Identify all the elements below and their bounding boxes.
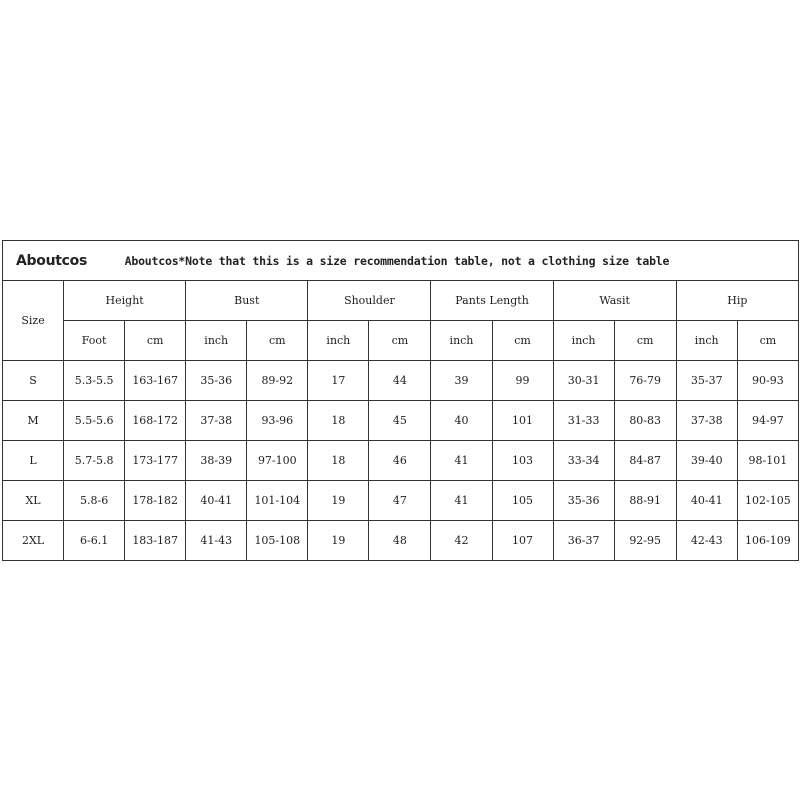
table-cell: 93-96	[247, 401, 308, 441]
table-cell: 5.5-5.6	[64, 401, 125, 441]
table-cell: 33-34	[553, 441, 614, 481]
table-cell: 84-87	[614, 441, 676, 481]
table-cell: 101	[492, 401, 553, 441]
table-cell: 76-79	[614, 361, 676, 401]
table-cell: 36-37	[553, 521, 614, 561]
unit-header: inch	[431, 321, 492, 361]
table-cell: 37-38	[676, 401, 737, 441]
table-cell: 103	[492, 441, 553, 481]
table-cell: 17	[308, 361, 369, 401]
table-cell: 89-92	[247, 361, 308, 401]
table-row	[3, 401, 799, 441]
unit-row	[3, 321, 799, 361]
table-cell: 47	[369, 481, 431, 521]
table-row	[3, 521, 799, 561]
unit-header: inch	[186, 321, 247, 361]
unit-header: inch	[676, 321, 737, 361]
table-cell: 35-36	[186, 361, 247, 401]
table-cell: 88-91	[614, 481, 676, 521]
table-cell: 90-93	[737, 361, 798, 401]
size-recommendation-table	[2, 240, 799, 561]
table-cell: 101-104	[247, 481, 308, 521]
size-note: Aboutcos*Note that this is a size recommendation table, not a clothing size table	[125, 241, 799, 281]
group-header-bust: Bust	[186, 281, 308, 321]
measurement-group-row	[3, 281, 799, 321]
table-cell: 107	[492, 521, 553, 561]
group-header-shoulder: Shoulder	[308, 281, 431, 321]
table-cell: 46	[369, 441, 431, 481]
table-cell: 106-109	[737, 521, 798, 561]
unit-header: cm	[492, 321, 553, 361]
table-cell: 42-43	[676, 521, 737, 561]
table-cell: 94-97	[737, 401, 798, 441]
group-header-waist: Wasit	[553, 281, 676, 321]
table-cell: 40	[431, 401, 492, 441]
unit-header: inch	[308, 321, 369, 361]
table-cell: 5.3-5.5	[64, 361, 125, 401]
table-cell: 105-108	[247, 521, 308, 561]
table-cell: 92-95	[614, 521, 676, 561]
table-cell: 5.7-5.8	[64, 441, 125, 481]
table-cell: 178-182	[125, 481, 186, 521]
table-cell: 42	[431, 521, 492, 561]
table-cell: 31-33	[553, 401, 614, 441]
table-row	[3, 441, 799, 481]
table-cell: 18	[308, 401, 369, 441]
table-cell: 168-172	[125, 401, 186, 441]
table-cell: 80-83	[614, 401, 676, 441]
table-cell: 44	[369, 361, 431, 401]
table-cell: 30-31	[553, 361, 614, 401]
table-cell: 19	[308, 481, 369, 521]
group-header-pants-length: Pants Length	[431, 281, 553, 321]
table-cell: 41-43	[186, 521, 247, 561]
table-row	[3, 481, 799, 521]
unit-header: Foot	[64, 321, 125, 361]
table-cell: 99	[492, 361, 553, 401]
unit-header: cm	[614, 321, 676, 361]
unit-header: cm	[247, 321, 308, 361]
table-cell: 35-37	[676, 361, 737, 401]
table-cell: 38-39	[186, 441, 247, 481]
table-cell: 173-177	[125, 441, 186, 481]
size-label: L	[3, 441, 64, 481]
table-cell: 6-6.1	[64, 521, 125, 561]
table-cell: 19	[308, 521, 369, 561]
size-label: M	[3, 401, 64, 441]
table-cell: 39-40	[676, 441, 737, 481]
table-cell: 45	[369, 401, 431, 441]
brand-name: Aboutcos	[3, 241, 125, 281]
unit-header: cm	[125, 321, 186, 361]
size-column-header: Size	[3, 281, 64, 361]
table-cell: 40-41	[676, 481, 737, 521]
table-cell: 39	[431, 361, 492, 401]
table-cell: 97-100	[247, 441, 308, 481]
table-cell: 37-38	[186, 401, 247, 441]
size-label: S	[3, 361, 64, 401]
unit-header: cm	[369, 321, 431, 361]
title-row	[3, 241, 799, 281]
table-cell: 48	[369, 521, 431, 561]
size-label: 2XL	[3, 521, 64, 561]
table-cell: 102-105	[737, 481, 798, 521]
table-cell: 18	[308, 441, 369, 481]
table-cell: 105	[492, 481, 553, 521]
table-cell: 41	[431, 481, 492, 521]
table-cell: 35-36	[553, 481, 614, 521]
table-cell: 183-187	[125, 521, 186, 561]
table-cell: 40-41	[186, 481, 247, 521]
table-cell: 41	[431, 441, 492, 481]
table-cell: 98-101	[737, 441, 798, 481]
size-label: XL	[3, 481, 64, 521]
table-cell: 163-167	[125, 361, 186, 401]
table-row	[3, 361, 799, 401]
table-cell: 5.8-6	[64, 481, 125, 521]
group-header-hip: Hip	[676, 281, 798, 321]
unit-header: cm	[737, 321, 798, 361]
unit-header: inch	[553, 321, 614, 361]
group-header-height: Height	[64, 281, 186, 321]
